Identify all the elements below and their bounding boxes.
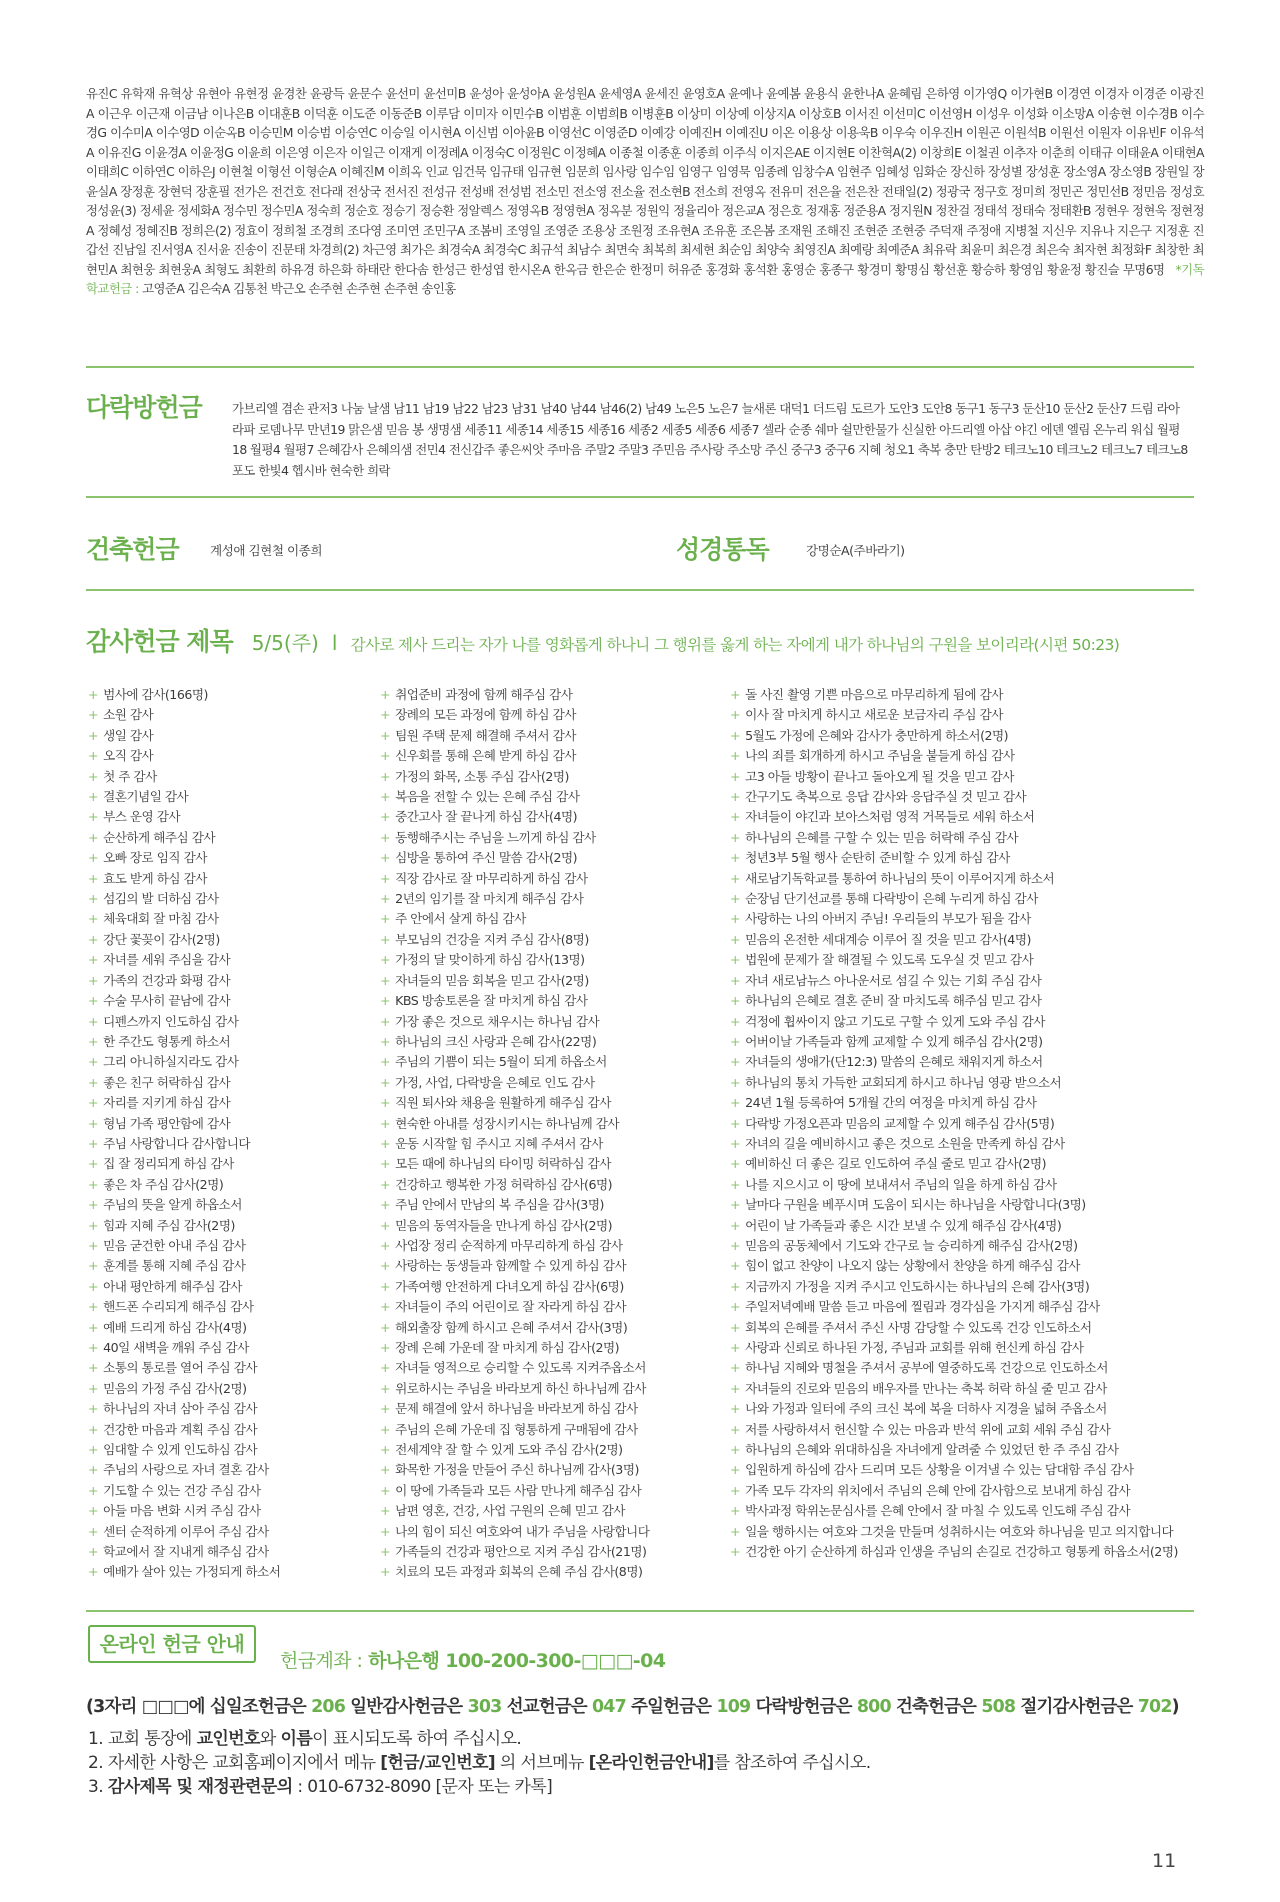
thanks-item: + 이사 잘 마치게 하시고 새로운 보금자리 주심 감사 — [730, 705, 1200, 725]
thanks-item: + 나를 지으시고 이 땅에 보내셔서 주님의 일을 하게 하심 감사 — [730, 1175, 1200, 1195]
thanks-item: + 아들 마음 변화 시켜 주심 감사 — [88, 1501, 373, 1521]
thanks-item: + 저를 사랑하셔서 헌신할 수 있는 마음과 반석 위에 교회 세워 주심 감사 — [730, 1420, 1200, 1440]
thanks-item: + 예비하신 더 좋은 길로 인도하여 주실 줄로 믿고 감사(2명) — [730, 1154, 1200, 1174]
building-offering-names: 계성애 김현철 이종희 — [210, 543, 322, 558]
donor-names: 유진C 유학재 유혁상 유현아 유현정 윤경찬 윤광득 윤문수 윤선미 윤선미B 윤성아 윤성아A 윤성원A 윤세영A 윤세진 윤영호A 윤예나 윤예봄 윤용식 윤한나A 윤혜림 은하영 이가영Q 이가현B 이경연 이경자 이경준 이광진A 이근우 이근재 이금남 이나은B 이대훈B 이덕훈 이도준 이동준B 이루담 이미자 이민수B 이범훈 이범희B 이병훈B 이상미 이상예 이상지A 이상호B 이서진 이선미C 이선영H 이성우 이성화 이소망A 이송현 이수경B 이수경G 이수미A 이수영D 이순옥B 이승민M 이승범 이승연C 이승일 이시현A 이신범 이아윤B 이영선C 이영준D 이예강 이예진H 이예진U 이온 이용상 이용욱B 이우숙 이우진H 이원곤 이원석B 이원선 이원자 이유빈F 이유석A 이유진G 이윤경A 이윤정G 이윤희 이은영 이은자 이일근 이재게 이정례A 이정숙C 이정원C 이정혜A 이종철 이종훈 이종희 이주식 이지은AE 이지현E 이찬혁A(2) 이창희E 이철권 이추자 이춘희 이태규 이태윤A 이태현A 이태희C 이하연C 이하은J 이현철 이형선 이형순A 이혜진M 이희옥 인교 임건묵 임규태 임규현 임문희 임사랑 임수임 임영구 임영묵 임종례 임창수A 임현주 임혜성 임화순 장신하 장성별 장성훈 장소영A 장소영B 장원일 장윤실A 장정훈 장현덕 장훈필 전가은 전건호 전다래 전상국 전서진 전성규 전성배 전성범 전소민 전소영 전소율 전소현B 전소희 전영옥 전유미 전은율 전은찬 전태일(2) 정광국 정구호 정미희 정민곤 정민선B 정민음 정성호 정성윤(3) 정세윤 정세화A 정수민 정수민A 정숙희 정순호 정승기 정승환 정알렉스 정영옥B 정영현A 정옥분 정원익 정율리아 정은교A 정은호 정재홍 정준용A 정지원N 정찬걸 정태석 정태숙 정태환B 정현우 정현욱 정현정A 정혜성 정혜진B 정희은(2) 정효이 정희철 조경희 조다영 조미연 조민구A 조봄비 조영일 조영준 조용상 조원정 조유현A 조유훈 조은봄 조재원 조해진 조현준 조현중 주덕재 주정애 지병철 지신우 지유나 지은구 지정훈 진갑선 진남일 진서영A 진서윤 진송이 진문태 차경희(2) 차근영 최가은 최경숙A 최경숙C 최규석 최남수 최면숙 최복희 최세현 최순임 최양숙 최영진A 최예랑 최예준A 최유락 최윤미 최은경 최은숙 최자현 최정화F 최창한 최현민A 최현웅 최현웅A 최형도 최환희 하유경 하은화 하태란 한다솜 한성근 한성엽 한시온A 한옥금 한은순 한정미 허유준 홍경화 홍석환 홍영순 홍종구 황경미 황명심 황선훈 황승하 황영임 황윤정 황진슬 무명6명 — [86, 86, 1204, 277]
thanks-item: + 하나님의 크신 사랑과 은혜 감사(22명) — [380, 1032, 720, 1052]
thanks-item: + 가정, 사업, 다락방을 은혜로 인도 감사 — [380, 1073, 720, 1093]
code-building: 508 — [981, 1697, 1016, 1717]
divider — [86, 589, 1194, 591]
thanks-list-column-3 — [730, 685, 1200, 1562]
thanks-item: + 자녀들의 믿음 회복을 믿고 감사(2명) — [380, 971, 720, 991]
thanks-item: + 팀원 주택 문제 해결해 주셔서 감사 — [380, 726, 720, 746]
thanks-item: + 회복의 은혜를 주셔서 주신 사명 감당할 수 있도록 건강 인도하소서 — [730, 1318, 1200, 1338]
thanks-item: + 힘이 없고 찬양이 나오지 않는 상황에서 찬양을 하게 해주심 감사 — [730, 1256, 1200, 1276]
thanks-item: + 주님 안에서 만남의 복 주심을 감사(3명) — [380, 1195, 720, 1215]
thanks-item: + 주님의 기쁨이 되는 5월이 되게 하옵소서 — [380, 1052, 720, 1072]
thanks-item: + 주님의 뜻을 알게 하옵소서 — [88, 1195, 373, 1215]
thanks-item: + 훈계를 통해 지혜 주심 감사 — [88, 1256, 373, 1276]
thanks-item: + 강단 꽃꽂이 감사(2명) — [88, 930, 373, 950]
codes-text: 주일헌금은 — [631, 1697, 712, 1717]
thanks-item: + 수술 무사히 끝남에 감사 — [88, 991, 373, 1011]
thanks-item: + 디펜스까지 인도하심 감사 — [88, 1012, 373, 1032]
thanks-item: + 부모님의 건강을 지켜 주심 감사(8명) — [380, 930, 720, 950]
thanks-item: + 자녀를 세워 주심을 감사 — [88, 950, 373, 970]
christian-school-offering-label: *기독학교헌금 : — [86, 261, 1204, 296]
codes-text: 일반감사헌금은 — [350, 1697, 463, 1717]
code-mission: 047 — [592, 1697, 626, 1717]
thanks-list-column-2 — [380, 685, 720, 1583]
thanks-item: + 입원하게 하심에 감사 드리며 모든 상황을 이겨낼 수 있는 담대함 주심 감사 — [730, 1460, 1200, 1480]
thanks-item: + 복음을 전할 수 있는 은혜 주심 감사 — [380, 787, 720, 807]
code-darakbang: 800 — [856, 1697, 891, 1717]
thanks-item: + 5월도 가정에 은혜와 감사가 충만하게 하소서(2명) — [730, 726, 1200, 746]
thanks-item: + 건강한 아기 순산하게 하심과 인생을 주님의 손길로 건강하고 형통케 하옵소서(2명) — [730, 1542, 1200, 1562]
thanks-item: + 하나님의 통치 가득한 교회되게 하시고 하나님 영광 받으소서 — [730, 1073, 1200, 1093]
thanks-item: + 일을 행하시는 여호와 그것을 만들며 성취하시는 여호와 하나님을 믿고 의지합니다 — [730, 1522, 1200, 1542]
thanks-item: + 심방을 통하여 주신 말씀 감사(2명) — [380, 848, 720, 868]
divider — [86, 1610, 1194, 1612]
thanks-item: + 문제 해결에 앞서 하나님을 바라보게 하심 감사 — [380, 1399, 720, 1419]
thanks-item: + 하나님의 은혜와 위대하심을 자녀에게 알려줄 수 있었던 한 주 주심 감사 — [730, 1440, 1200, 1460]
thanks-item: + 자녀들이 야긴과 보아스처럼 영적 거목들로 세워 하소서 — [730, 807, 1200, 827]
thanks-item: + 직원 퇴사와 채용을 원활하게 해주심 감사 — [380, 1093, 720, 1113]
code-sunday: 109 — [716, 1697, 751, 1717]
thanks-item: + 좋은 친구 허락하심 감사 — [88, 1073, 373, 1093]
thanks-item: + 아내 평안하게 해주심 감사 — [88, 1277, 373, 1297]
thanks-item: + 자녀들이 주의 어린이로 잘 자라게 하심 감사 — [380, 1297, 720, 1317]
thanks-item: + 믿음 굳건한 아내 주심 감사 — [88, 1236, 373, 1256]
thanks-item: + 40일 새벽을 깨워 주심 감사 — [88, 1338, 373, 1358]
codes-prefix: (3자리 □□□에 십일조헌금은 — [86, 1697, 306, 1717]
thanks-item: + 장례 은혜 가운데 잘 마치게 하심 감사(2명) — [380, 1338, 720, 1358]
thanks-item: + 그리 아니하실지라도 감사 — [88, 1052, 373, 1072]
codes-text: 선교헌금은 — [506, 1697, 587, 1717]
thanks-item: + 소통의 통로를 열어 주심 감사 — [88, 1358, 373, 1378]
codes-text: 절기감사헌금은 — [1020, 1697, 1133, 1717]
thanks-item: + 믿음의 온전한 세대계승 이루어 질 것을 믿고 감사(4명) — [730, 930, 1200, 950]
thanks-item: + 건강한 마음과 계획 주심 감사 — [88, 1420, 373, 1440]
darakbang-offering-title: 다락방헌금 — [86, 393, 202, 422]
thanks-item: + 주님의 은혜 가운데 집 형통하게 구매됨에 감사 — [380, 1420, 720, 1440]
thanks-item: + 순산하게 해주심 감사 — [88, 828, 373, 848]
codes-text: 다락방헌금은 — [755, 1697, 852, 1717]
thanks-item: + 치료의 모든 과정과 회복의 은혜 주심 감사(8명) — [380, 1562, 720, 1582]
thanks-item: + 남편 영혼, 건강, 사업 구원의 은혜 믿고 감사 — [380, 1501, 720, 1521]
thanks-item: + 자녀의 길을 예비하시고 좋은 것으로 소원을 만족케 하심 감사 — [730, 1134, 1200, 1154]
thanks-item: + 가장 좋은 것으로 채우시는 하나님 감사 — [380, 1012, 720, 1032]
thanks-item: + 자녀 새로남뉴스 아나운서로 섬길 수 있는 기회 주심 감사 — [730, 971, 1200, 991]
thanks-offering-date: 5/5(주) — [251, 631, 319, 655]
thanks-item: + 새로남기독학교를 통하여 하나님의 뜻이 이루어지게 하소서 — [730, 869, 1200, 889]
thanks-item: + 나의 힘이 되신 여호와여 내가 주님을 사랑합니다 — [380, 1522, 720, 1542]
thanks-offering-header — [86, 622, 1206, 658]
thanks-item: + 예배가 살아 있는 가정되게 하소서 — [88, 1562, 373, 1582]
thanks-item: + 24년 1월 등록하여 5개월 간의 여정을 마치게 하심 감사 — [730, 1093, 1200, 1113]
thanks-item: + 하나님 지혜와 명철을 주셔서 공부에 열중하도록 건강으로 인도하소서 — [730, 1358, 1200, 1378]
divider — [86, 496, 1194, 498]
thanks-item: + 고3 아들 방황이 끝나고 돌아오게 될 것을 믿고 감사 — [730, 767, 1200, 787]
thanks-item: + 전세계약 잘 할 수 있게 도와 주심 감사(2명) — [380, 1440, 720, 1460]
thanks-item: + 날마다 구원을 베푸시며 도움이 되시는 하나님을 사랑합니다(3명) — [730, 1195, 1200, 1215]
thanks-item: + 오빠 장로 임직 감사 — [88, 848, 373, 868]
note-2: 2. 자세한 사항은 교회홈페이지에서 메뉴 [헌금/교인번호] 의 서브메뉴 [온라인헌금안내]를 참조하여 주십시오. — [88, 1753, 871, 1773]
building-offering-title: 건축헌금 — [86, 535, 179, 564]
darakbang-offering-list: 가브리엘 겸손 관저3 나눔 날샘 남11 남19 남22 남23 남31 남40 남44 남46(2) 남49 노은5 노은7 늘새론 대덕1 더드림 도르가 도안3 도안8 동구1 동구3 둔산10 둔산2 둔산7 드림 라아 라파 로뎀나무 만년19 맑은샘 믿음 봉 생명샘 세종11 세종14 세종15 세종16 세종2 세종5 세종6 세종7 셀라 순종 쉐마 쉴만한물가 신실한 아드리엘 아삽 야긴 에덴 엘림 온누리 워십 월평18 월평4 월평7 은혜감사 은혜의샘 전민4 전신갑주 좋은씨앗 주마음 주말2 주말3 주민음 주사랑 주소망 주신 중구3 중구6 지혜 청오1 축복 충만 탄방2 테크노10 테크노2 테크노7 테크노8 포도 한빛4 헵시바 현숙한 희락 — [232, 401, 1188, 478]
thanks-item: + KBS 방송토론을 잘 마치게 하심 감사 — [380, 991, 720, 1011]
thanks-item: + 순장님 단기선교를 통해 다락방이 은혜 누리게 하심 감사 — [730, 889, 1200, 909]
header-separator: l — [331, 631, 338, 655]
thanks-item: + 건강하고 행복한 가정 허락하심 감사(6명) — [380, 1175, 720, 1195]
thanks-item: + 소원 감사 — [88, 705, 373, 725]
thanks-offering-title: 감사헌금 제목 — [86, 627, 233, 656]
note-3: 3. 감사제목 및 재정관련문의 : 010-6732-8090 [문자 또는 카톡] — [88, 1777, 553, 1797]
thanks-item: + 걱정에 휩싸이지 않고 기도로 구할 수 있게 도와 주심 감사 — [730, 1012, 1200, 1032]
thanks-item: + 섬김의 발 더하심 감사 — [88, 889, 373, 909]
thanks-item: + 집 잘 정리되게 하심 감사 — [88, 1154, 373, 1174]
account-info — [280, 1646, 665, 1673]
thanks-item: + 나와 가정과 일터에 주의 크신 복에 복을 더하사 지경을 넓혀 주옵소서 — [730, 1399, 1200, 1419]
thanks-item: + 핸드폰 수리되게 해주심 감사 — [88, 1297, 373, 1317]
note-1: 1. 교회 통장에 교인번호와 이름이 표시되도록 하여 주십시오. — [88, 1729, 522, 1749]
thanks-item: + 가족여행 안전하게 다녀오게 하심 감사(6명) — [380, 1277, 720, 1297]
thanks-item: + 사랑과 신뢰로 하나된 가정, 주님과 교회를 위해 헌신케 하심 감사 — [730, 1338, 1200, 1358]
thanks-item: + 한 주간도 형통케 하소서 — [88, 1032, 373, 1052]
thanks-item: + 부스 운영 감사 — [88, 807, 373, 827]
thanks-item: + 하나님의 자녀 삼아 주심 감사 — [88, 1399, 373, 1419]
codes-text: 건축헌금은 — [896, 1697, 977, 1717]
thanks-item: + 믿음의 가정 주심 감사(2명) — [88, 1379, 373, 1399]
offering-codes — [86, 1692, 1216, 1717]
thanks-item: + 범사에 감사(166명) — [88, 685, 373, 705]
thanks-item: + 2년의 임기를 잘 마치게 해주심 감사 — [380, 889, 720, 909]
thanks-item: + 주일저녁예배 말씀 듣고 마음에 찔림과 경각심을 가지게 해주심 감사 — [730, 1297, 1200, 1317]
thanks-item: + 센터 순적하게 이루어 주심 감사 — [88, 1522, 373, 1542]
thanks-item: + 체육대회 잘 마침 감사 — [88, 909, 373, 929]
thanks-item: + 힘과 지혜 주심 감사(2명) — [88, 1216, 373, 1236]
code-seasonal: 702 — [1137, 1697, 1172, 1717]
thanks-item: + 임대할 수 있게 인도하심 감사 — [88, 1440, 373, 1460]
thanks-item: + 신우회를 통해 은혜 받게 하심 감사 — [380, 746, 720, 766]
thanks-item: + 가정의 화목, 소통 주심 감사(2명) — [380, 767, 720, 787]
thanks-list-column-1 — [88, 685, 373, 1583]
thanks-item: + 주님 사랑합니다 감사합니다 — [88, 1134, 373, 1154]
thanks-item: + 다락방 가정오픈과 믿음의 교제할 수 있게 해주심 감사(5명) — [730, 1114, 1200, 1134]
thanks-item: + 이 땅에 가족들과 모든 사람 만나게 해주심 감사 — [380, 1481, 720, 1501]
account-label: 헌금계좌 : — [280, 1650, 363, 1672]
thanks-item: + 장례의 모든 과정에 함께 하심 감사 — [380, 705, 720, 725]
thanks-item: + 결혼기념일 감사 — [88, 787, 373, 807]
thanks-item: + 자녀들 영적으로 승리할 수 있도록 지켜주옵소서 — [380, 1358, 720, 1378]
thanks-item: + 나의 죄를 회개하게 하시고 주님을 붙들게 하심 감사 — [730, 746, 1200, 766]
thanks-item: + 박사과정 학위논문심사를 은혜 안에서 잘 마칠 수 있도록 인도해 주심 감사 — [730, 1501, 1200, 1521]
bible-verse: 감사로 제사 드리는 자가 나를 영화롭게 하나니 그 행위를 옳게 하는 자에게 내가 하나님의 구원을 보이리라(시편 50:23) — [350, 636, 1120, 654]
codes-suffix: ) — [1171, 1697, 1179, 1717]
page-number: 11 — [1152, 1850, 1177, 1872]
online-offering-badge: 온라인 헌금 안내 — [88, 1625, 256, 1663]
thanks-item: + 기도할 수 있는 건강 주심 감사 — [88, 1481, 373, 1501]
bible-reading-names: 강명순A(주바라기) — [806, 543, 905, 558]
thanks-item: + 운동 시작할 힘 주시고 지혜 주셔서 감사 — [380, 1134, 720, 1154]
thanks-item: + 하나님의 은혜로 결혼 준비 잘 마치도록 해주심 믿고 감사 — [730, 991, 1200, 1011]
thanks-item: + 법원에 문제가 잘 해결될 수 있도록 도우실 것 믿고 감사 — [730, 950, 1200, 970]
thanks-item: + 돌 사진 촬영 기쁜 마음으로 마무리하게 됨에 감사 — [730, 685, 1200, 705]
thanks-item: + 지금까지 가정을 지켜 주시고 인도하시는 하나님의 은혜 감사(3명) — [730, 1277, 1200, 1297]
thanks-item: + 간구기도 축복으로 응답 감사와 응답주실 것 믿고 감사 — [730, 787, 1200, 807]
code-tithe: 206 — [311, 1697, 346, 1717]
thanks-item: + 하나님의 은혜를 구할 수 있는 믿음 허락해 주심 감사 — [730, 828, 1200, 848]
thanks-item: + 효도 받게 하심 감사 — [88, 869, 373, 889]
thanks-item: + 좋은 차 주심 감사(2명) — [88, 1175, 373, 1195]
thanks-item: + 믿음의 동역자들을 만나게 하심 감사(2명) — [380, 1216, 720, 1236]
thanks-item: + 가족들의 건강과 평안으로 지켜 주심 감사(21명) — [380, 1542, 720, 1562]
thanks-item: + 첫 주 감사 — [88, 767, 373, 787]
divider — [86, 366, 1194, 368]
thanks-item: + 동행해주시는 주님을 느끼게 하심 감사 — [380, 828, 720, 848]
thanks-item: + 가정의 달 맞이하게 하심 감사(13명) — [380, 950, 720, 970]
thanks-item: + 자리를 지키게 하심 감사 — [88, 1093, 373, 1113]
thanks-item: + 학교에서 잘 지내게 해주심 감사 — [88, 1542, 373, 1562]
bible-reading-title: 성경통독 — [676, 535, 769, 564]
thanks-item: + 가족 모두 각자의 위치에서 주님의 은혜 안에 감사함으로 보내게 하심 감사 — [730, 1481, 1200, 1501]
thanks-item: + 주 안에서 살게 하심 감사 — [380, 909, 720, 929]
thanks-item: + 취업준비 과정에 함께 해주심 감사 — [380, 685, 720, 705]
code-general: 303 — [467, 1697, 502, 1717]
christian-school-offering-names: 고영준A 김은숙A 김통천 박근오 손주현 손주현 손주현 송인홍 — [142, 281, 456, 296]
thanks-item: + 오직 감사 — [88, 746, 373, 766]
thanks-item: + 어린이 날 가족들과 좋은 시간 보낼 수 있게 해주심 감사(4명) — [730, 1216, 1200, 1236]
thanks-item: + 형님 가족 평안함에 감사 — [88, 1114, 373, 1134]
thanks-item: + 직장 감사로 잘 마무리하게 하심 감사 — [380, 869, 720, 889]
thanks-item: + 현숙한 아내를 성장시키시는 하나님께 감사 — [380, 1114, 720, 1134]
thanks-item: + 가족의 건강과 화평 감사 — [88, 971, 373, 991]
thanks-item: + 해외출장 함께 하시고 은혜 주셔서 감사(3명) — [380, 1318, 720, 1338]
thanks-item: + 위로하시는 주님을 바라보게 하신 하나님께 감사 — [380, 1379, 720, 1399]
thanks-item: + 모든 때에 하나님의 타이밍 허락하심 감사 — [380, 1154, 720, 1174]
thanks-item: + 믿음의 공동체에서 기도와 간구로 늘 승리하게 해주심 감사(2명) — [730, 1236, 1200, 1256]
thanks-item: + 자녀들의 진로와 믿음의 배우자를 만나는 축복 허락 하실 줄 믿고 감사 — [730, 1379, 1200, 1399]
thanks-item: + 생일 감사 — [88, 726, 373, 746]
thanks-item: + 화목한 가정을 만들어 주신 하나님께 감사(3명) — [380, 1460, 720, 1480]
thanks-item: + 자녀들의 생애가(단12:3) 말씀의 은혜로 채워지게 하소서 — [730, 1052, 1200, 1072]
thanks-item: + 어버이날 가족들과 함께 교제할 수 있게 해주심 감사(2명) — [730, 1032, 1200, 1052]
thanks-item: + 예배 드리게 하심 감사(4명) — [88, 1318, 373, 1338]
thanks-item: + 사업장 정리 순적하게 마무리하게 하심 감사 — [380, 1236, 720, 1256]
online-offering-notes — [88, 1727, 1188, 1799]
thanks-item: + 중간고사 잘 끝나게 하심 감사(4명) — [380, 807, 720, 827]
thanks-item: + 청년3부 5월 행사 순탄히 준비할 수 있게 하심 감사 — [730, 848, 1200, 868]
donor-names-block — [86, 84, 1204, 299]
account-number: 하나은행 100-200-300-□□□-04 — [368, 1650, 666, 1672]
thanks-item: + 사랑하는 동생들과 함께할 수 있게 하심 감사 — [380, 1256, 720, 1276]
thanks-item: + 사랑하는 나의 아버지 주님! 우리들의 부모가 됨을 감사 — [730, 909, 1200, 929]
thanks-item: + 주님의 사랑으로 자녀 결혼 감사 — [88, 1460, 373, 1480]
